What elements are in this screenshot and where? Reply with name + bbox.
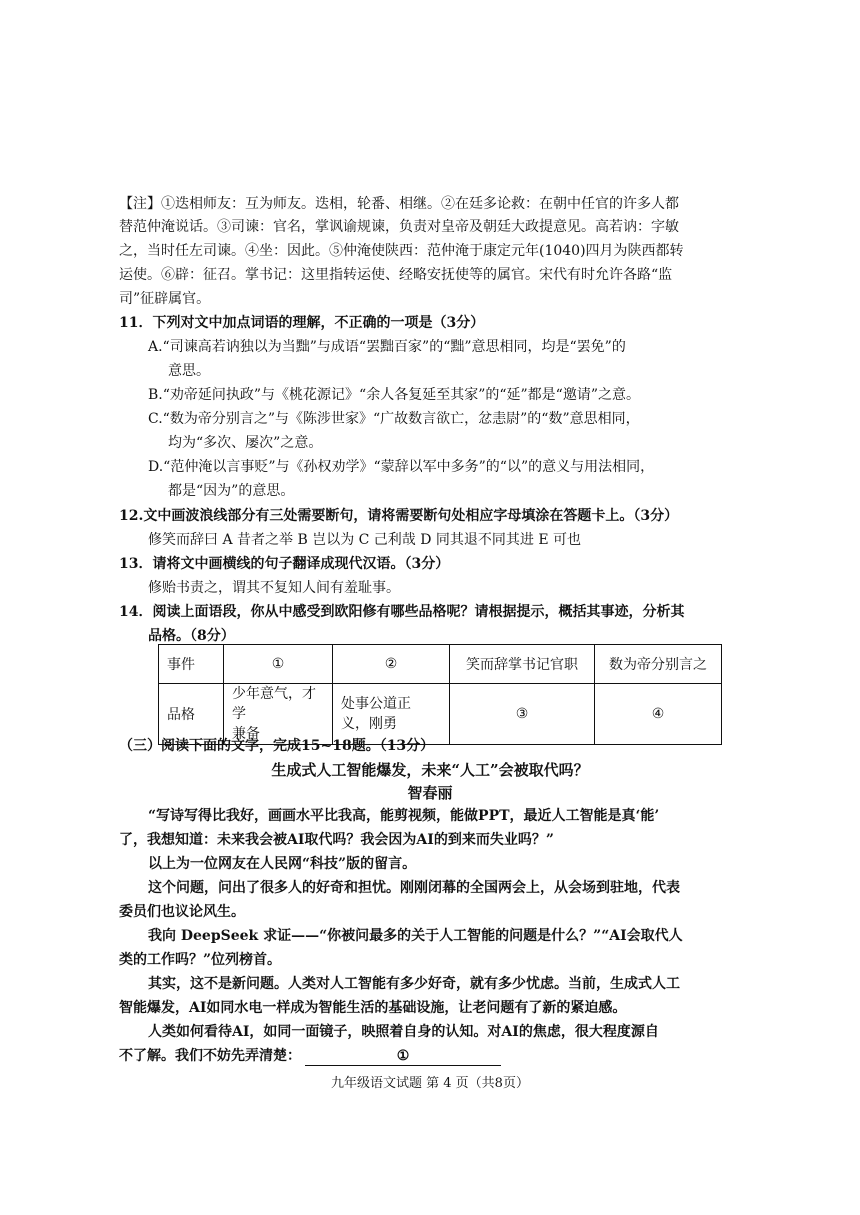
section3-heading: （三）阅读下面的文字，完成15~18题。（13分） (119, 738, 435, 754)
table-header-trait: 品格 (159, 684, 224, 745)
article-para-3-cont: 委员们也议论风生。 (119, 904, 245, 920)
note-line-1: 【注】①迭相师友：互为师友。迭相，轮番、相继。②在廷多论救：在朝中任官的许多人都 (119, 196, 679, 212)
fill-blank-1: ① (305, 1047, 501, 1066)
table-header-event: 事件 (159, 645, 224, 684)
q12-stem: 12.文中画波浪线部分有三处需要断句，请将需要断句处相应字母填涂在答题卡上。（3分） (119, 508, 679, 524)
q14-stem: 14．阅读上面语段，你从中感受到欧阳修有哪些品格呢？请根据提示，概括其事迹，分析其 (119, 604, 685, 620)
article-para-4-cont: 类的工作吗？”位列榜首。 (119, 952, 282, 968)
q13-stem: 13．请将文中画横线的句子翻译成现代汉语。（3分） (119, 556, 450, 572)
trait-1-line-1: 少年意气，才学 (232, 686, 316, 722)
q14-stem-cont: 品格。（8分） (148, 628, 235, 644)
article-para-5: 其实，这不是新问题。人类对人工智能有多少好奇，就有多少忧虑。当前，生成式人工 (148, 976, 680, 992)
table-cell-event-2: ② (333, 645, 450, 684)
q11-option-d: D.“范仲淹以言事贬”与《孙权劝学》“蒙辞以军中多务”的“以”的意义与用法相同， (148, 459, 655, 475)
article-para-2: 以上为一位网友在人民网“科技”版的留言。 (148, 856, 417, 872)
q11-option-c-cont: 均为“多次、屡次”之意。 (168, 435, 323, 451)
q11-option-a: A.“司谏高若讷独以为当黜”与成语“罢黜百家”的“黜”意思相同，均是“罢免”的 (148, 339, 626, 355)
q14-table (158, 644, 722, 745)
q11-option-b: B.“劝帝延问执政”与《桃花源记》“余人各复延至其家”的“延”都是“邀请”之意。 (148, 387, 640, 403)
q11-option-a-cont: 意思。 (168, 363, 210, 379)
q13-text: 修贻书责之，谓其不复知人间有羞耻事。 (148, 580, 400, 596)
article-para-6-tail: 不了解。我们不妨先弄清楚： (119, 1048, 301, 1064)
trait-2-line-2: 义，刚勇 (341, 716, 397, 732)
article-author: 智春丽 (407, 784, 453, 802)
article-para-4: 我向 DeepSeek 求证——“你被问最多的关于人工智能的问题是什么？”“AI会取代人 (148, 928, 683, 944)
note-line-4: 运使。⑥辟：征召。掌书记：这里指转运使、经略安抚使等的属官。宋代有时允许各路“监 (119, 267, 673, 283)
article-para-1-cont: 了，我想知道：未来我会被AI取代吗？我会因为AI的到来而失业吗？” (119, 832, 554, 848)
table-cell-trait-4: ④ (595, 684, 722, 745)
q11-stem: 11．下列对文中加点词语的理解，不正确的一项是（3分） (119, 315, 485, 331)
article-para-1: “写诗写得比我好，画画水平比我高，能剪视频，能做PPT，最近人工智能是真‘能’ (148, 808, 660, 824)
page-footer: 九年级语文试题 第 4 页（共8页） (331, 1076, 529, 1091)
note-line-2: 替范仲淹说话。③司谏：官名，掌讽谕规谏，负责对皇帝及朝廷大政提意见。高若讷：字敏 (119, 219, 679, 235)
table-cell-event-4: 数为帝分别言之 (595, 645, 722, 684)
article-para-5-cont: 智能爆发，AI如同水电一样成为智能生活的基础设施，让老问题有了新的紧迫感。 (119, 1000, 627, 1016)
trait-1-line-2: 兼备 (232, 726, 260, 742)
q12-text: 修笑而辞曰 A 昔者之举 B 岂以为 C 己利哉 D 同其退不同其进 E 可也 (148, 532, 582, 548)
article-para-3: 这个问题，问出了很多人的好奇和担忧。刚刚闭幕的全国两会上，从会场到驻地，代表 (148, 880, 680, 896)
trait-2-line-1: 处事公道正 (341, 696, 411, 712)
table-cell-event-1: ① (224, 645, 333, 684)
table-cell-trait-3: ③ (450, 684, 595, 745)
article-para-6-cont (119, 1046, 501, 1066)
note-line-5: 司”征辟属官。 (119, 291, 211, 307)
q11-option-c: C.“数为帝分别言之”与《陈涉世家》“广故数言欲亡，忿恚尉”的“数”意思相同， (148, 411, 640, 427)
table-cell-event-3: 笑而辞掌书记官职 (450, 645, 595, 684)
note-line-3: 之，当时任左司谏。④坐：因此。⑤仲淹使陕西：范仲淹于康定元年(1040)四月为陕西都转 (119, 243, 684, 259)
article-para-6: 人类如何看待AI，如同一面镜子，映照着自身的认知。对AI的焦虑，很大程度源自 (148, 1024, 659, 1040)
q11-option-d-cont: 都是“因为”的意思。 (168, 483, 295, 499)
article-title: 生成式人工智能爆发，未来“人工”会被取代吗？ (271, 761, 589, 779)
